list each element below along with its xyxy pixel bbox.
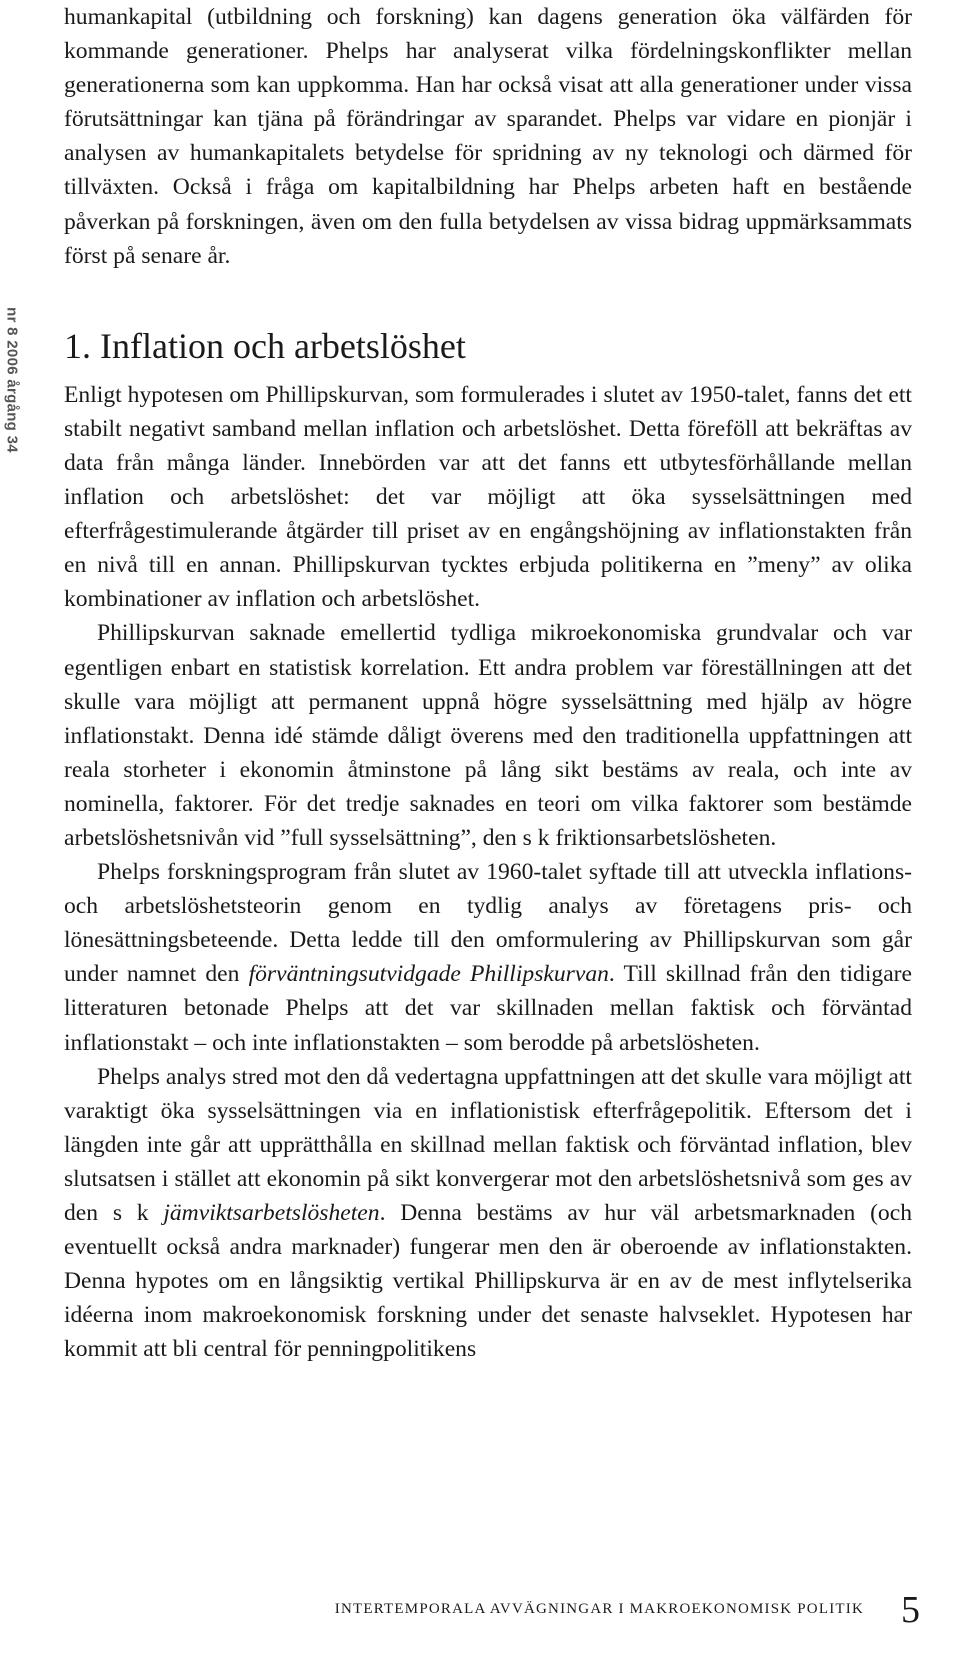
paragraph-continued: humankapital (utbildning och forskning) kan dagens generation öka välfärden för kommande generationer. Phelps har analyserat vilka fördelningskonflikter mellan generationerna som kan uppkomma. Han har också visat att alla generationer under vissa förutsättningar kan tjäna på förändringar av sparandet. Phelps var vidare en pionjär i analysen av humankapitalets betydelse för spridning av ny teknologi och därmed för tillväxten. Också i fråga om kapitalbildning har Phelps arbeten haft en bestående påverkan på forskningen, även om den fulla betydelsen av vissa bidrag uppmärksammats först på senare år. <box>64 4 912 269</box>
section-paragraph-4 <box>64 1060 912 1367</box>
page-footer <box>0 1589 960 1632</box>
section-paragraph-3 <box>64 855 912 1060</box>
paragraph-text-part: . Till skillnad från den tidigare litteraturen betonade Phelps att det var skillnaden mellan faktisk och förväntad inflationstakt – och inte inflationstakten – som berodde på arbetslösheten. <box>64 961 912 1056</box>
page-number: 5 <box>901 1589 920 1631</box>
journal-issue-label: nr 8 2006 årgång 34 <box>3 307 21 453</box>
running-title: INTERTEMPORALA AVVÄGNINGAR I MAKROEKONOMISK POLITIK <box>334 1601 864 1617</box>
paragraph-text-part: Phelps forskningsprogram från slutet av 1960-talet syftade till att utveckla inflations- och arbetslöshetsteorin genom en tydlig analys av företagens pris- och lönesättningsbeteende. Detta ledde till den omformulering av Phillipskurvan som går under namnet den <box>64 859 912 988</box>
italic-term: jämviktsarbetslösheten <box>163 1200 380 1226</box>
paragraph-text-part: Phelps analys stred mot den då vedertagna uppfattningen att det skulle vara möjligt att varaktigt öka sysselsättningen via en inflationistisk efterfrågepolitik. Eftersom det i längden inte går att upprätthålla en skillnad mellan faktisk och förväntad inflation, blev slutsatsen i stället att ekonomin på sikt konvergerar mot den arbetslöshetsnivå som ges av den s k <box>64 1063 912 1226</box>
section-heading: 1. Inflation och arbetslöshet <box>64 325 466 366</box>
section-paragraph-1: Enligt hypotesen om Phillipskurvan, som formulerades i slutet av 1950-talet, fanns det ett stabilt negativt samband mellan inflation och arbetslöshet. Detta föreföll att bekräftas av data från många länder. Innebörden var att det fanns ett utbytesförhållande mellan inflation och arbetslöshet: det var möjligt att öka sysselsättningen med efterfrågestimulerande åtgärder till priset av en engångshöjning av inflationstakten från en nivå till en annan. Phillipskurvan tycktes erbjuda politikerna en ”meny” av olika kombinationer av inflation och arbetslöshet. <box>64 381 912 613</box>
article-body <box>64 0 912 1366</box>
paragraph-text-part: . Denna bestäms av hur väl arbetsmarknaden (och eventuellt också andra marknader) fungerar men den är oberoende av inflationstakten. Denna hypotes om en långsiktig vertikal Phillipskurva är en av de mest inflytelserika idéerna inom makroekonomisk forskning under det senaste halvseklet. Hypotesen har kommit att bli central för penningpolitikens <box>64 1200 912 1363</box>
italic-term: förväntningsutvidgade Phillipskurvan <box>248 961 609 988</box>
section-paragraph-2: Phillipskurvan saknade emellertid tydliga mikroekonomiska grundvalar och var egentligen enbart en statistisk korrelation. Ett andra problem var föreställningen att det skulle vara möjligt att permanent uppnå högre sysselsättning med hjälp av högre inflationstakt. Denna idé stämde dåligt överens med den traditionella uppfattningen att reala storheter i ekonomin åtminstone på lång sikt bestäms av reala, och inte av nominella, faktorer. För det tredje saknades en teori om vilka faktorer som bestämde arbetslöshetsnivån vid ”full sysselsättning”, den s k friktionsarbetslösheten. <box>64 620 912 851</box>
